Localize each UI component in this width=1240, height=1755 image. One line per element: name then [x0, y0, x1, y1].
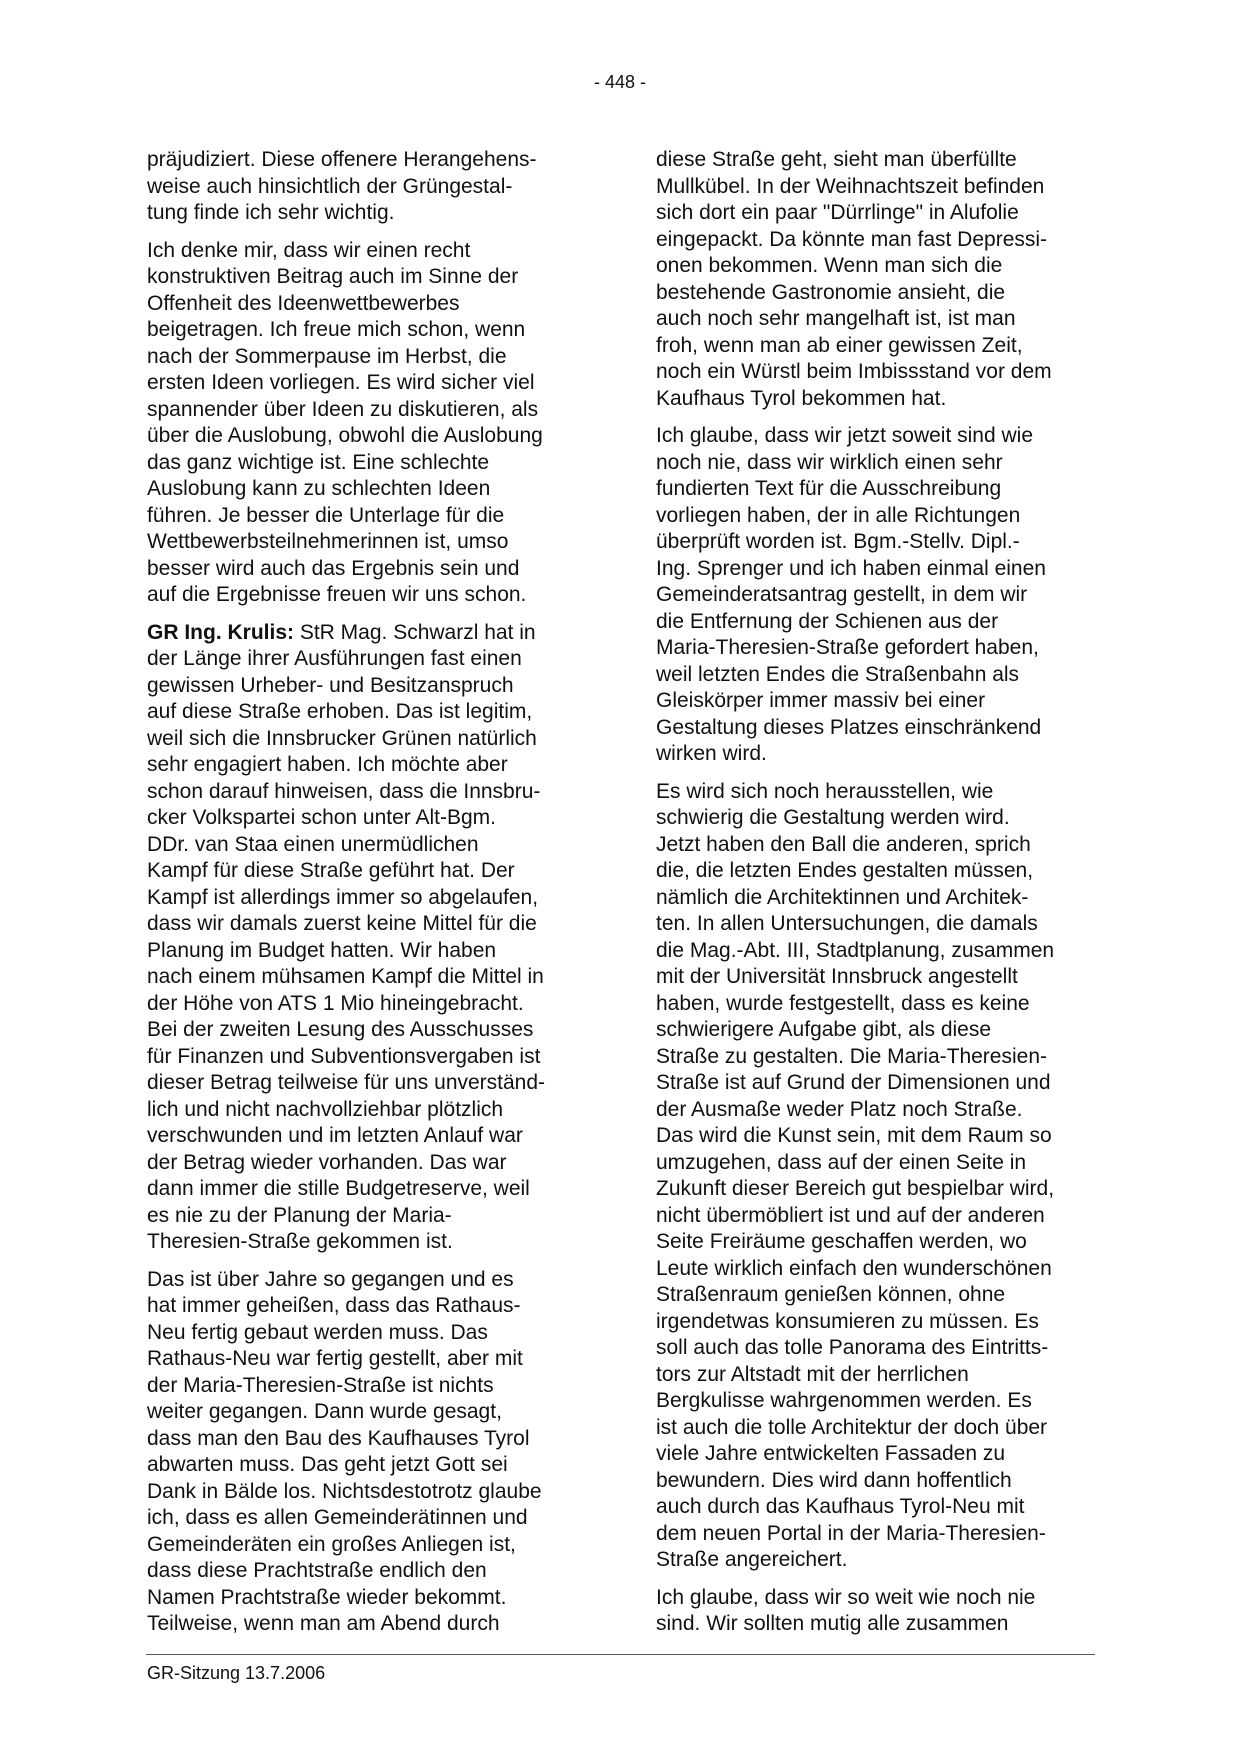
paragraph: präjudiziert. Diese offenere Herangehens- weise auch hinsichtlich der Grüngestal- tung finde ich sehr wichtig.	[147, 148, 537, 224]
right-column	[656, 147, 1096, 1649]
paragraph: Es wird sich noch herausstellen, wie schwierig die Gestaltung werden wird. Jetzt haben den Ball die anderen, sprich die, die letzten Endes gestalten müssen, nämlich die Architektinnen und Architek- ten. In allen Untersuchungen, die damals die Mag.-Abt. III, Stadtplanung, zusammen mit der Universität Innsbruck angestellt haben, wurde festgestellt, dass es keine schwierigere Aufgabe gibt, als diese Straße zu gestalten. Die Maria-Theresien- Straße ist auf Grund der Dimensionen und der Ausmaße weder Platz noch Straße. Das wird die Kunst sein, mit dem Raum so umzugehen, dass auf der einen Seite in Zukunft dieser Bereich gut bespielbar wird, nicht übermöbliert ist und auf der anderen Seite Freiräume geschaffen werden, wo Leute wirklich einfach den wunderschönen Straßenraum genießen können, ohne irgendetwas konsumieren zu müssen. Es soll auch das tolle Panorama des Eintritts- tors zur Altstadt mit der herrlichen Bergkulisse wahrgenommen werden. Es ist auch die tolle Architektur der doch über viele Jahre entwickelten Fassaden zu bewundern. Dies wird dann hoffentlich auch durch das Kaufhaus Tyrol-Neu mit dem neuen Portal in der Maria-Theresien- Straße angereichert.	[656, 779, 1055, 1571]
paragraph: Das ist über Jahre so gegangen und es hat immer geheißen, dass das Rathaus- Neu fertig gebaut werden muss. Das Rathaus-Neu war fertig gestellt, aber mit der Maria-Theresien-Straße ist nichts weiter gegangen. Dann wurde gesagt, dass man den Bau des Kaufhauses Tyrol abwarten muss. Das geht jetzt Gott sei Dank in Bälde los. Nichtsdestotrotz glaube ich, dass es allen Gemeinderätinnen und Gemeinderäten ein großes Anliegen ist, dass diese Prachtstraße endlich den Namen Prachtstraße wieder bekommt. Teilweise, wenn man am Abend durch	[147, 1267, 542, 1635]
paragraph: Ich glaube, dass wir so weit wie noch nie sind. Wir sollten mutig alle zusammen	[656, 1585, 1036, 1635]
speaker-paragraph	[147, 620, 597, 1256]
speaker-name: GR Ing. Krulis:	[147, 620, 294, 644]
speaker-text: StR Mag. Schwarzl hat in der Länge ihrer Ausführungen fast einen gewissen Urheber- und Besitzanspruch auf diese Straße erhoben. Das ist legitim, weil sich die Innsbrucker Grünen natürlich sehr engagiert haben. Ich möchte aber schon darauf hinweisen, dass die Innsbru- cker Volkspartei schon unter Alt-Bgm. DDr. van Staa einen unermüdlichen Kampf für diese Straße geführt hat. Der Kampf ist allerdings immer so abgelaufen, dass wir damals zuerst keine Mittel für die Planung im Budget hatten. Wir haben nach einem mühsamen Kampf die Mittel in der Höhe von ATS 1 Mio hineingebracht. Bei der zweiten Lesung des Ausschusses für Finanzen und Subventionsvergaben ist dieser Betrag teilweise für uns unverständ- lich und nicht nachvollziehbar plötzlich verschwunden und im letzten Anlauf war der Betrag wieder vorhanden. Das war dann immer die stille Budgetreserve, weil es nie zu der Planung der Maria- Theresien-Straße gekommen ist.	[147, 620, 546, 1253]
footer-divider	[146, 1654, 1095, 1655]
paragraph: diese Straße geht, sieht man überfüllte Mullkübel. In der Weihnachtszeit befinden sich dort ein paar "Dürrlinge" in Alufolie eingepackt. Da könnte man fast Depressi- onen bekommen. Wenn man sich die bestehende Gastronomie ansieht, die auch noch sehr mangelhaft ist, ist man froh, wenn man ab einer gewissen Zeit, noch ein Würstl beim Imbissstand vor dem Kaufhaus Tyrol bekommen hat.	[656, 148, 1052, 410]
left-column	[147, 147, 597, 1649]
page-number: - 448 -	[593, 72, 647, 92]
paragraph: Ich denke mir, dass wir einen recht konstruktiven Beitrag auch im Sinne der Offenheit des Ideenwettbewerbes beigetragen. Ich freue mich schon, wenn nach der Sommerpause im Herbst, die ersten Ideen vorliegen. Es wird sicher viel spannender über Ideen zu diskutieren, als über die Auslobung, obwohl die Auslobung das ganz wichtige ist. Eine schlechte Auslobung kann zu schlechten Ideen führen. Je besser die Unterlage für die Wettbewerbsteilnehmerinnen ist, umso besser wird auch das Ergebnis sein und auf die Ergebnisse freuen wir uns schon.	[147, 238, 543, 606]
footer-session-label: GR-Sitzung 13.7.2006	[147, 1663, 326, 1683]
paragraph: Ich glaube, dass wir jetzt soweit sind wie noch nie, dass wir wirklich einen sehr fundierten Text für die Ausschreibung vorliegen haben, der in alle Richtungen überprüft worden ist. Bgm.-Stellv. Dipl.- Ing. Sprenger und ich haben einmal einen Gemeinderatsantrag gestellt, in dem wir die Entfernung der Schienen aus der Maria-Theresien-Straße gefordert haben, weil letzten Endes die Straßenbahn als Gleiskörper immer massiv bei einer Gestaltung dieses Platzes einschränkend wirken wird.	[656, 424, 1046, 765]
